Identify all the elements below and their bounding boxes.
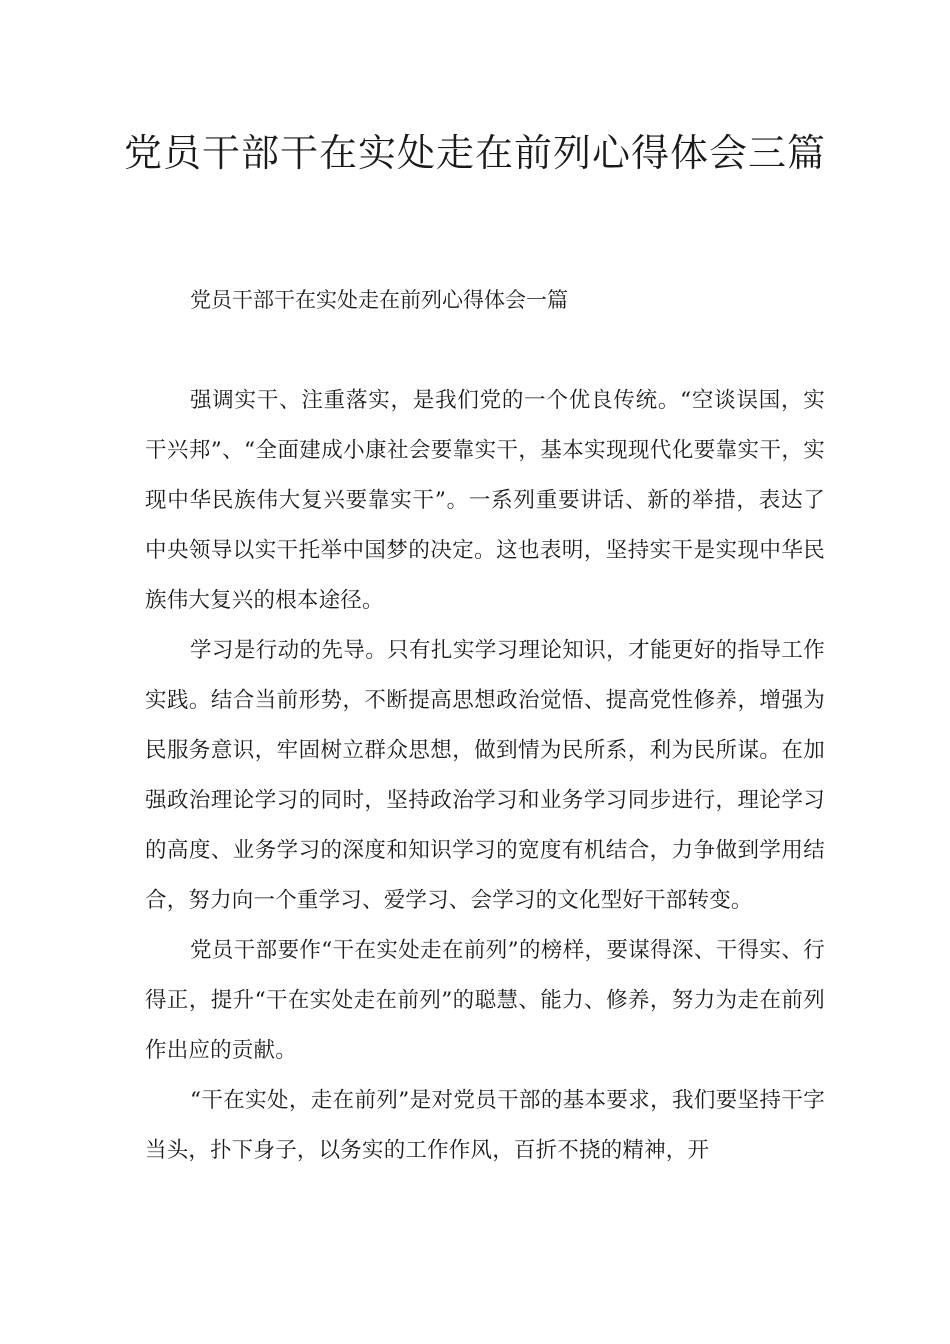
document-body [145, 376, 825, 1176]
paragraph: “干在实处，走在前列”是对党员干部的基本要求，我们要坚持干字当头，扑下身子，以务实的工作作风，百折不挠的精神，开 [145, 1088, 825, 1163]
paragraph: 强调实干、注重落实，是我们党的一个优良传统。“空谈误国，实干兴邦”、“全面建成小康社会要靠实干，基本实现现代化要靠实干，实现中华民族伟大复兴要靠实干”。一系列重要讲话、新的举措，表达了中央领导以实干托举中国梦的决定。这也表明，坚持实干是实现中华民族伟大复兴的根本途径。 [145, 388, 825, 613]
paragraph: 学习是行动的先导。只有扎实学习理论知识，才能更好的指导工作实践。结合当前形势，不断提高思想政治觉悟、提高党性修养，增强为民服务意识，牢固树立群众思想，做到情为民所系，利为民所谋。在加强政治理论学习的同时，坚持政治学习和业务学习同步进行，理论学习的高度、业务学习的深度和知识学习的宽度有机结合，力争做到学用结合，努力向一个重学习、爱学习、会学习的文化型好干部转变。 [145, 638, 825, 913]
paragraph: 党员干部要作“干在实处走在前列”的榜样，要谋得深、干得实、行得正，提升“干在实处走在前列”的聪慧、能力、修养，努力为走在前列作出应的贡献。 [145, 938, 825, 1063]
document-title: 党员干部干在实处走在前列心得体会三篇 [123, 131, 826, 175]
section-subtitle: 党员干部干在实处走在前列心得体会一篇 [190, 288, 568, 312]
